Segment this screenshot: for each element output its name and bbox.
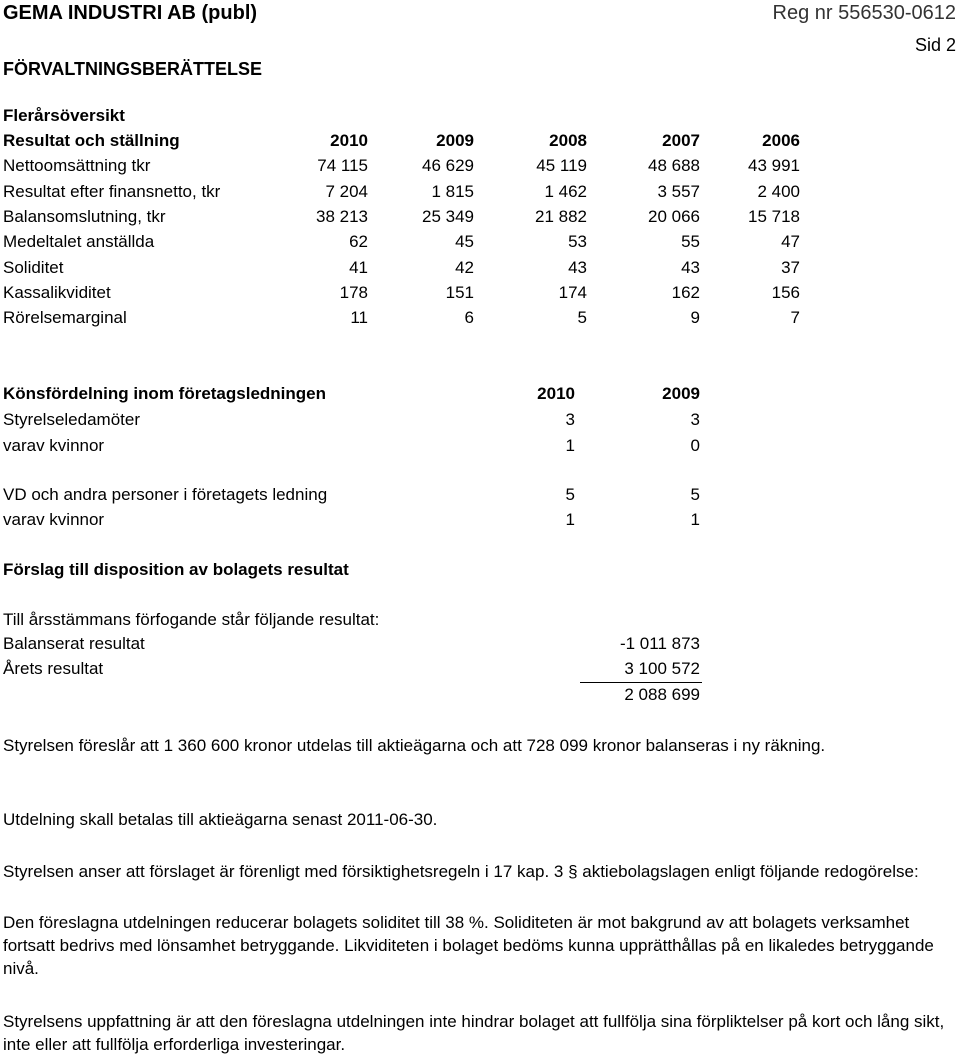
multiyear-cell: 162 [671, 283, 700, 302]
multiyear-cell: 21 882 [535, 207, 587, 226]
gender-cell: 1 [690, 510, 700, 529]
gender-row-label: varav kvinnor [3, 510, 105, 529]
multiyear-header-label: Resultat och ställning [3, 131, 180, 150]
multiyear-year-header: 2007 [662, 131, 700, 150]
multiyear-cell: 2 400 [757, 182, 800, 201]
multiyear-row-label: Resultat efter finansnetto, tkr [3, 182, 221, 201]
multiyear-cell: 74 115 [317, 156, 368, 175]
multiyear-cell: 1 462 [544, 182, 587, 201]
gender-cell: 3 [565, 410, 575, 429]
gender-cell: 5 [690, 485, 700, 504]
disposition-total: 2 088 699 [624, 685, 700, 704]
paragraph-board-opinion: Styrelsens uppfattning är att den föreslagna utdelningen inte hindrar bolaget att fullfölja sina förpliktelser på kort och lång sikt, inte eller att fullfölja erforderliga investeringar. [3, 1012, 945, 1054]
multiyear-year-header: 2010 [330, 131, 368, 150]
gender-cell: 0 [690, 436, 700, 455]
multiyear-cell: 47 [781, 232, 800, 251]
multiyear-year-header: 2008 [549, 131, 587, 150]
gender-title: Könsfördelning inom företagsledningen [3, 384, 326, 403]
multiyear-cell: 9 [690, 308, 700, 327]
disposition-row-label: Balanserat resultat [3, 634, 145, 653]
multiyear-cell: 55 [681, 232, 700, 251]
multiyear-cell: 11 [350, 308, 368, 327]
paragraph-dividend-proposal: Styrelsen föreslår att 1 360 600 kronor utdelas till aktieägarna och att 728 099 kronor balanseras i ny räkning. [3, 736, 826, 755]
multiyear-cell: 46 629 [422, 156, 474, 175]
multiyear-cell: 41 [349, 258, 368, 277]
multiyear-cell: 174 [558, 283, 587, 302]
gender-row-label: varav kvinnor [3, 436, 105, 455]
multiyear-cell: 37 [781, 258, 800, 277]
multiyear-cell: 45 119 [536, 156, 587, 175]
gender-row-label: VD och andra personer i företagets ledning [3, 485, 328, 504]
multiyear-cell: 43 [681, 258, 700, 277]
gender-year-header: 2010 [537, 384, 575, 403]
disposition-title: Förslag till disposition av bolagets resultat [3, 560, 349, 579]
gender-cell: 1 [565, 510, 575, 529]
paragraph-solvency: Den föreslagna utdelningen reducerar bolagets soliditet till 38 %. Soliditeten är mot bakgrund av att bolagets verksamhet fortsatt bedrivs med lönsamhet betryggande. Likviditeten i bolaget bedöms kunna upprätthållas på en likaledes betryggande nivå. [3, 913, 934, 978]
multiyear-cell: 48 688 [648, 156, 700, 175]
multiyear-cell: 38 213 [316, 207, 368, 226]
registration-number: Reg nr 556530-0612 [772, 2, 956, 24]
multiyear-row-label: Rörelsemarginal [3, 308, 127, 327]
multiyear-cell: 45 [455, 232, 474, 251]
multiyear-cell: 156 [771, 283, 800, 302]
multiyear-row-label: Kassalikviditet [3, 283, 111, 302]
multiyear-year-header: 2009 [436, 131, 474, 150]
multiyear-row-label: Medeltalet anställda [3, 232, 155, 251]
page-number: Sid 2 [914, 35, 956, 55]
disposition-amount: 3 100 572 [624, 659, 700, 678]
disposition-intro: Till årsstämmans förfogande står följande resultat: [3, 610, 380, 629]
multiyear-cell: 5 [577, 308, 587, 327]
multiyear-year-header: 2006 [762, 131, 800, 150]
paragraph-payment-date: Utdelning skall betalas till aktieägarna senast 2011-06-30. [3, 810, 438, 829]
multiyear-cell: 25 349 [422, 207, 474, 226]
sum-underline [580, 682, 702, 683]
multiyear-cell: 6 [464, 308, 474, 327]
multiyear-cell: 178 [339, 283, 368, 302]
multiyear-cell: 43 [568, 258, 587, 277]
multiyear-row-label: Soliditet [3, 258, 64, 277]
multiyear-cell: 20 066 [648, 207, 700, 226]
gender-cell: 5 [565, 485, 575, 504]
section-heading: FÖRVALTNINGSBERÄTTELSE [3, 59, 263, 79]
disposition-amount: -1 011 873 [619, 634, 700, 653]
multiyear-row-label: Balansomslutning, tkr [3, 207, 166, 226]
multiyear-cell: 62 [349, 232, 368, 251]
paragraph-prudence-rule: Styrelsen anser att förslaget är förenligt med försiktighetsregeln i 17 kap. 3 § aktiebolagslagen enligt följande redogörelse: [3, 862, 919, 881]
multiyear-cell: 15 718 [748, 207, 800, 226]
multiyear-cell: 42 [455, 258, 474, 277]
multiyear-cell: 53 [568, 232, 587, 251]
gender-cell: 1 [565, 436, 575, 455]
multiyear-row-label: Nettoomsättning tkr [3, 156, 151, 175]
disposition-row-label: Årets resultat [3, 659, 104, 678]
multiyear-cell: 151 [445, 283, 474, 302]
gender-row-label: Styrelseledamöter [3, 410, 141, 429]
gender-cell: 3 [690, 410, 700, 429]
multiyear-cell: 7 [790, 308, 800, 327]
multiyear-title: Flerårsöversikt [3, 106, 125, 125]
multiyear-cell: 1 815 [431, 182, 474, 201]
gender-year-header: 2009 [662, 384, 700, 403]
company-name: GEMA INDUSTRI AB (publ) [3, 2, 258, 24]
multiyear-cell: 43 991 [748, 156, 800, 175]
multiyear-cell: 3 557 [657, 182, 700, 201]
multiyear-cell: 7 204 [325, 182, 368, 201]
